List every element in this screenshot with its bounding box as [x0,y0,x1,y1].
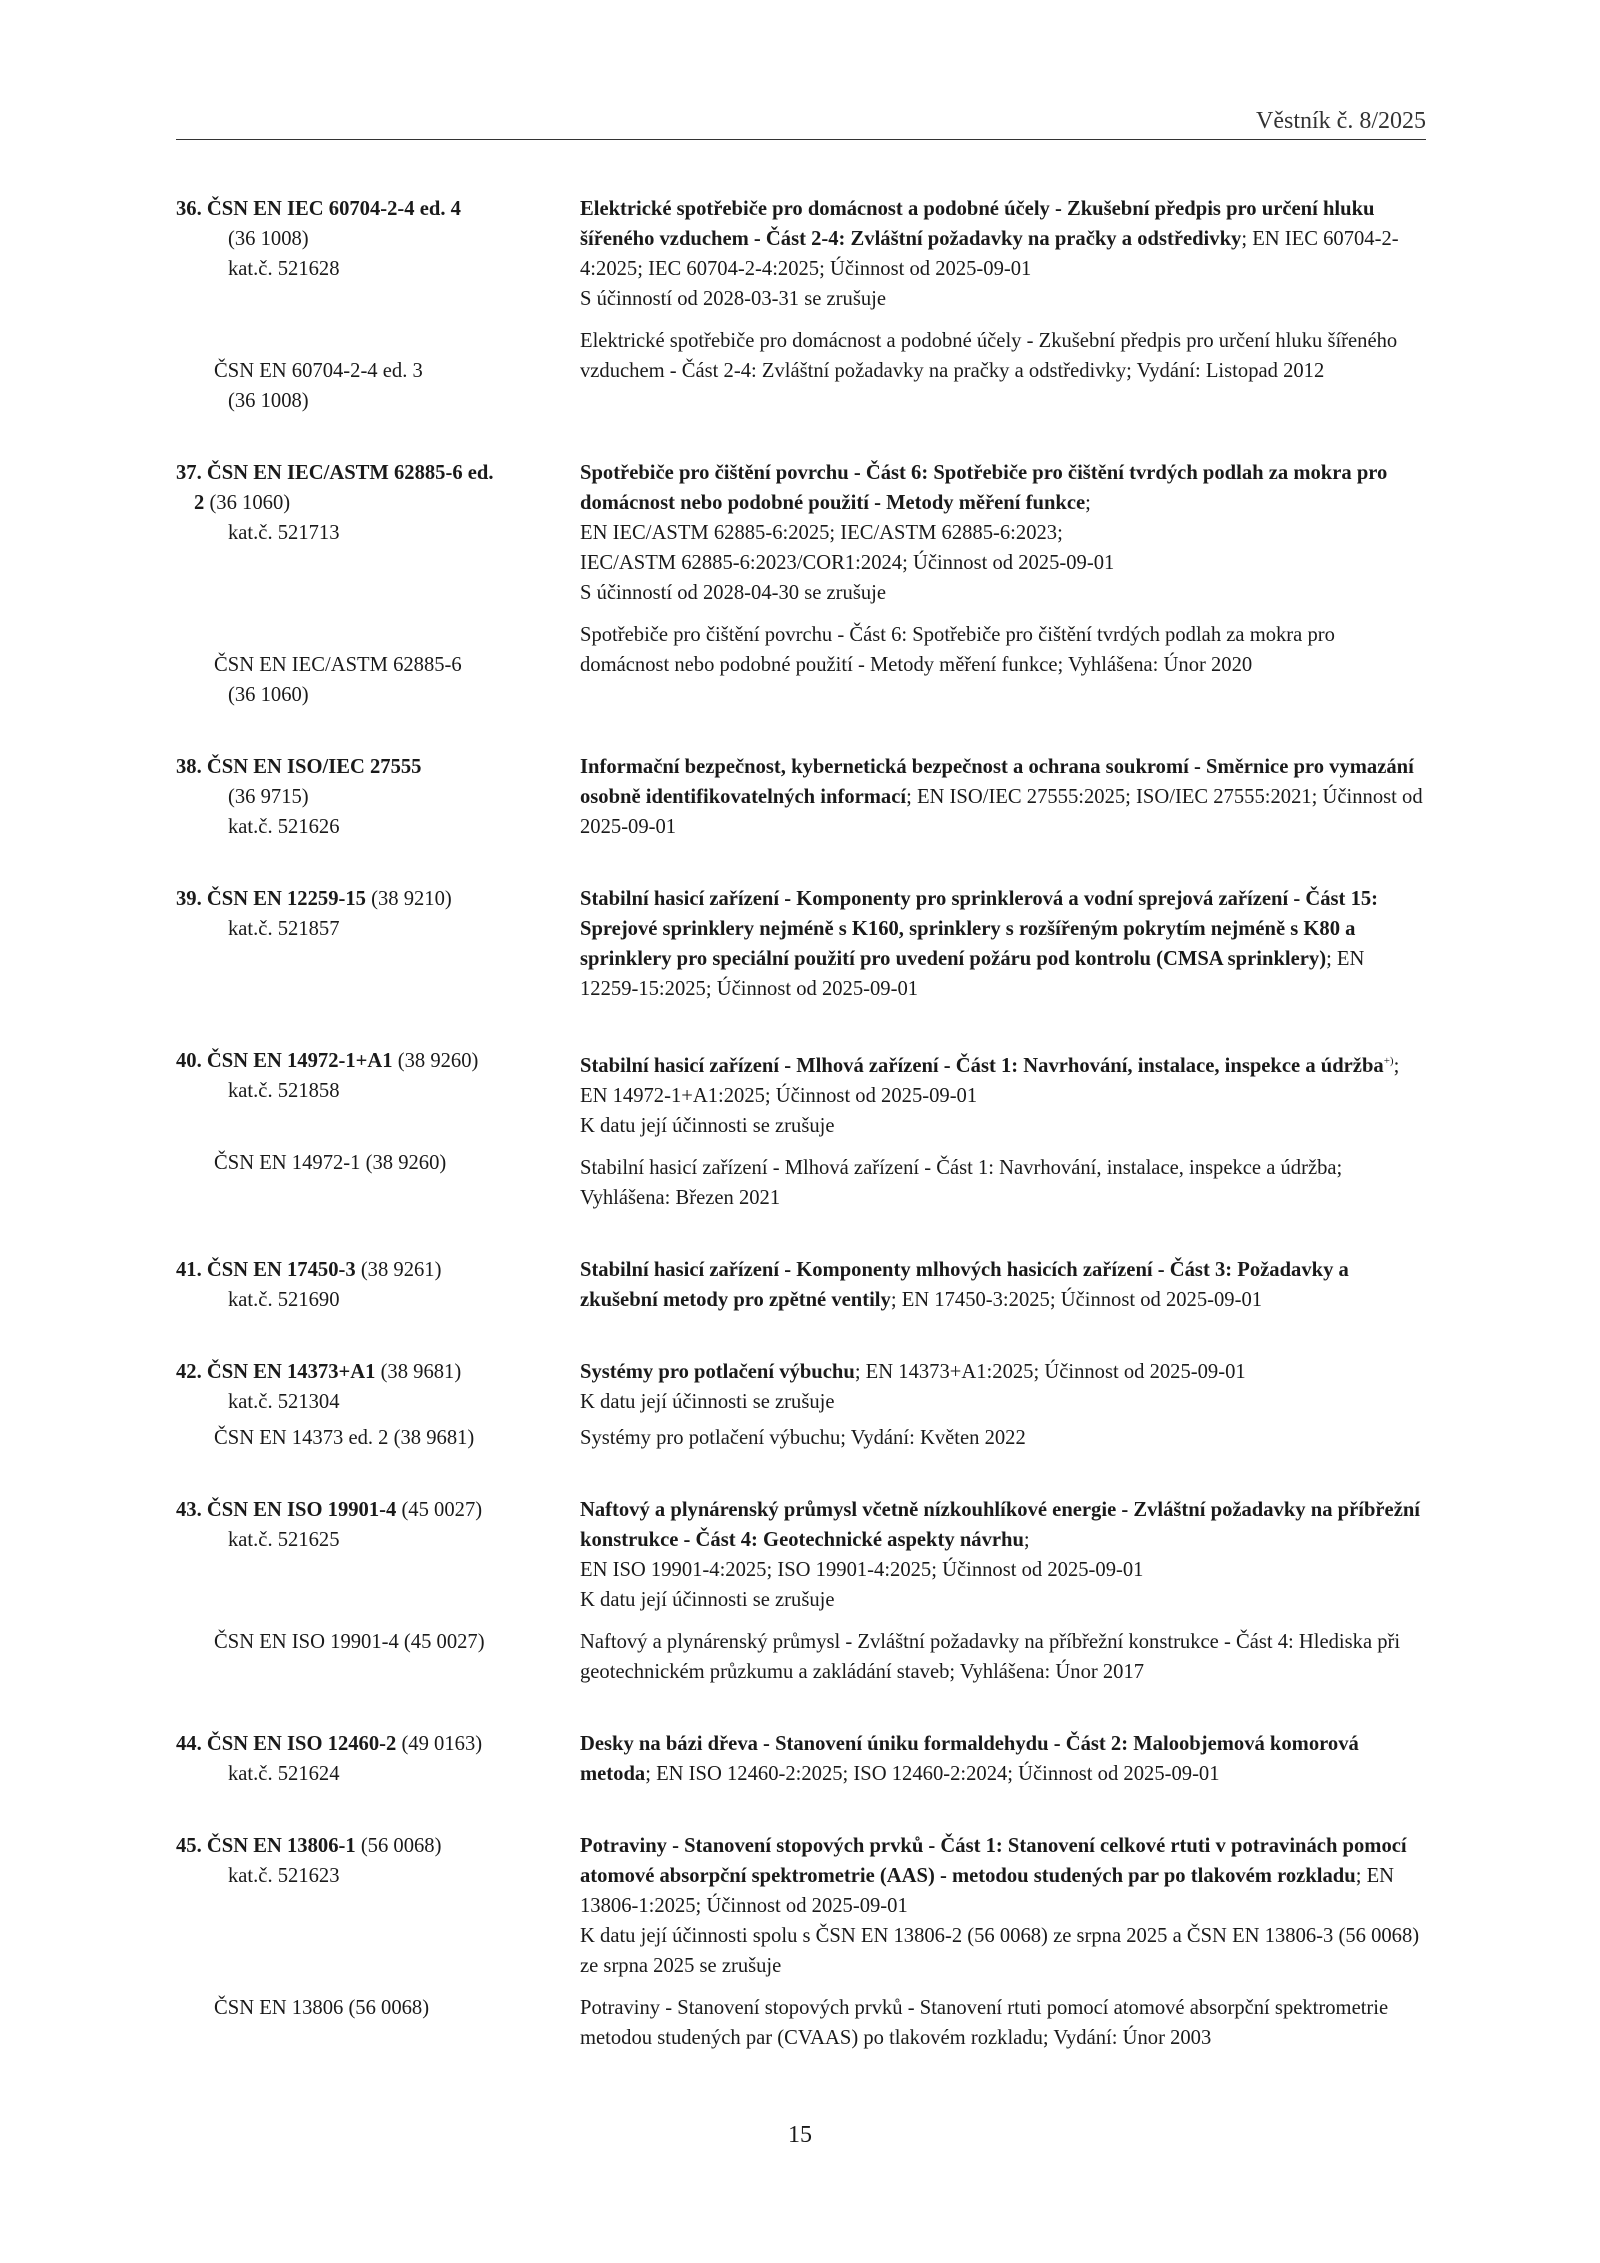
standard-references: ; EN 14972-1+A1:2025; Účinnost od 2025-09-01 [580,1054,1400,1107]
replaced-standard-code: ČSN EN 14373 ed. 2 (38 9681) [214,1426,475,1449]
replaced-standard-code: ČSN EN 13806 (56 0068) [214,1996,430,2019]
replaced-class-code: (36 1060) [228,684,309,706]
entry-right [580,1357,1426,1453]
standard-references-line: EN ISO 19901-4:2025; ISO 19901-4:2025; Účinnost od 2025-09-01 [580,1558,1144,1581]
entry-right [580,194,1426,416]
class-code: (38 9260) [397,1050,479,1072]
entry-left [176,1046,580,1213]
catalog-number: kat.č. 521624 [228,1762,340,1785]
cancellation-note: S účinností od 2028-03-31 se zrušuje [580,288,887,310]
replaced-standard-text: Elektrické spotřebiče pro domácnost a podobné účely - Zkušební předpis pro určení hluku šířeného vzduchem - Část 2-4: Zvláštní požadavky na pračky a odstředivky; Vydání: Listopad 2012 [580,330,1398,382]
entry-left [176,884,580,1004]
standard-title: Naftový a plynárenský průmysl včetně nízkouhlíkové energie - Zvláštní požadavky na příbřežní konstrukce - Část 4: Geotechnické aspekty návrhu [580,1498,1421,1551]
replaced-standard-text: Stabilní hasicí zařízení - Mlhová zařízení - Část 1: Navrhování, instalace, inspekce a údržba; Vyhlášena: Březen 2021 [580,1156,1343,1209]
standard-references: ; EN ISO 12460-2:2025; ISO 12460-2:2024; Účinnost od 2025-09-01 [645,1762,1220,1785]
standard-code: ČSN EN 14972-1+A1 [206,1050,393,1072]
standard-code: ČSN EN ISO 19901-4 [206,1498,397,1521]
catalog-number: kat.č. 521628 [228,258,340,280]
standard-entry-44 [176,1729,1426,1789]
entry-number: 45. [176,1834,202,1857]
entry-number: 38. [176,756,202,778]
class-code: (45 0027) [401,1498,483,1521]
entry-number: 39. [176,888,202,910]
entry-right [580,752,1426,842]
catalog-number: kat.č. 521690 [228,1288,340,1311]
standard-entry-37 [176,458,1426,710]
class-code: (38 9261) [360,1258,442,1281]
entry-right [580,1255,1426,1315]
standard-references-line: EN IEC/ASTM 62885-6:2025; IEC/ASTM 62885-6:2023; [580,522,1063,544]
standard-title: Desky na bázi dřeva - Stanovení úniku formaldehydu - Část 2: Maloobjemová komorová metoda [580,1732,1359,1785]
entry-left [176,458,580,710]
replaced-standard-code: ČSN EN 14972-1 (38 9260) [214,1152,447,1174]
standard-references: ; EN 14373+A1:2025; Účinnost od 2025-09-01 [854,1360,1246,1383]
entry-right [580,1046,1426,1213]
replaced-standard-code: ČSN EN ISO 19901-4 (45 0027) [214,1630,485,1653]
standard-references: ; [1023,1528,1030,1551]
class-code: (49 0163) [401,1732,483,1755]
class-code: (56 0068) [360,1834,442,1857]
standard-entry-39 [176,884,1426,1004]
catalog-number: kat.č. 521626 [228,816,340,838]
catalog-number: kat.č. 521304 [228,1390,340,1413]
standard-code: ČSN EN ISO 12460-2 [206,1732,397,1755]
replaced-class-code: (36 1008) [228,390,309,412]
standard-entry-43 [176,1495,1426,1687]
standard-title: Elektrické spotřebiče pro domácnost a podobné účely - Zkušební předpis pro určení hluku šířeného vzduchem - Část 2-4: Zvláštní požadavky na pračky a odstředivky [580,198,1375,250]
standard-entry-41 [176,1255,1426,1315]
standard-references-line: IEC/ASTM 62885-6:2023/COR1:2024; Účinnost od 2025-09-01 [580,552,1115,574]
journal-title: Věstník č. 8/2025 [1256,108,1426,134]
catalog-number: kat.č. 521857 [228,918,340,940]
entry-left [176,1729,580,1789]
standard-code: ČSN EN 17450-3 [206,1258,356,1281]
entry-left [176,1255,580,1315]
class-code: (38 9210) [371,888,452,910]
standard-references: ; EN ISO/IEC 27555:2025; ISO/IEC 27555:2021; Účinnost od 2025-09-01 [580,786,1423,838]
replaced-standard-code: ČSN EN IEC/ASTM 62885-6 [214,654,462,676]
standard-title: Spotřebiče pro čištění povrchu - Část 6: Spotřebiče pro čištění tvrdých podlah za mokra pro domácnost nebo podobné použití - Metody měření funkce [580,462,1388,514]
replaced-standard-text: Naftový a plynárenský průmysl - Zvláštní požadavky na příbřežní konstrukce - Část 4: Hlediska při geotechnickém průzkumu a zakládání staveb; Vyhlášena: Únor 2017 [580,1630,1401,1683]
replaced-standard-text: Systémy pro potlačení výbuchu; Vydání: Květen 2022 [580,1426,1026,1449]
standards-list [176,194,1426,2095]
entry-right [580,1495,1426,1687]
standard-edition: 2 [194,492,205,514]
catalog-number: kat.č. 521625 [228,1528,340,1551]
entry-number: 44. [176,1732,202,1755]
page-number: 15 [788,2122,812,2148]
standard-references: ; EN IEC 60704-2-4:2025; IEC 60704-2-4:2025; Účinnost od 2025-09-01 [580,228,1399,280]
standard-title: Stabilní hasicí zařízení - Komponenty pro sprinklerová a vodní sprejová zařízení - Část 15: Sprejové sprinklery nejméně s K160, sprinklery s rozšířeným pokrytím nejméně s K80 a sprinklery pro speciální použití pro uvedení požáru pod kontrolu (CMSA sprinklery) [580,888,1379,970]
standard-entry-45 [176,1831,1426,2053]
standard-title: Potraviny - Stanovení stopových prvků - Část 1: Stanovení celkové rtuti v potravinách pomocí atomové absorpční spektrometrie (AAS) - metodou studených par po tlakovém rozkladu [580,1834,1407,1887]
entry-number: 41. [176,1258,202,1281]
replaced-standard-text: Potraviny - Stanovení stopových prvků - Stanovení rtuti pomocí atomové absorpční spektrometrie metodou studených par (CVAAS) po tlakovém rozkladu; Vydání: Únor 2003 [580,1996,1389,2049]
replaced-standard-code: ČSN EN 60704-2-4 ed. 3 [214,360,423,382]
entry-right [580,884,1426,1004]
standard-code: ČSN EN IEC 60704-2-4 ed. 4 [206,198,461,220]
entry-left [176,1357,580,1453]
standard-title: Systémy pro potlačení výbuchu [580,1360,855,1383]
footnote-marker: +) [1383,1055,1394,1067]
standard-entry-38 [176,752,1426,842]
standard-code: ČSN EN 13806-1 [206,1834,356,1857]
entry-right [580,1729,1426,1789]
entry-number: 43. [176,1498,202,1521]
standard-references: ; EN 13806-1:2025; Účinnost od 2025-09-01 [580,1864,1395,1917]
entry-number: 36. [176,198,202,220]
entry-left [176,1495,580,1687]
cancellation-note: K datu její účinnosti se zrušuje [580,1588,835,1611]
standard-code: ČSN EN ISO/IEC 27555 [206,756,422,778]
cancellation-note: K datu její účinnosti se zrušuje [580,1390,835,1413]
standard-entry-36 [176,194,1426,416]
standard-code: ČSN EN 12259-15 [206,888,366,910]
entry-right [580,1831,1426,2053]
standard-title: Informační bezpečnost, kybernetická bezpečnost a ochrana soukromí - Směrnice pro vymazání osobně identifikovatelných informací [580,756,1414,808]
standard-code: ČSN EN IEC/ASTM 62885-6 ed. [206,462,494,484]
standard-entry-42 [176,1357,1426,1453]
standard-title: Stabilní hasicí zařízení - Komponenty mlhových hasicích zařízení - Část 3: Požadavky a zkušební metody pro zpětné ventily [580,1258,1349,1311]
standard-title: Stabilní hasicí zařízení - Mlhová zařízení - Část 1: Navrhování, instalace, inspekce a údržba [580,1054,1384,1077]
entry-number: 37. [176,462,202,484]
class-code: (38 9681) [380,1360,462,1383]
class-code: (36 9715) [228,786,309,808]
standard-references: ; [1085,492,1091,514]
entry-number: 42. [176,1360,202,1383]
class-code: (36 1008) [228,228,309,250]
cancellation-note: K datu její účinnosti spolu s ČSN EN 13806-2 (56 0068) ze srpna 2025 a ČSN EN 13806-3 (56 0068) ze srpna 2025 se zrušuje [580,1924,1420,1977]
class-code: (36 1060) [209,492,291,514]
catalog-number: kat.č. 521858 [228,1080,340,1102]
entry-right [580,458,1426,710]
entry-number: 40. [176,1050,202,1072]
catalog-number: kat.č. 521713 [228,522,340,544]
entry-left [176,194,580,416]
entry-left [176,752,580,842]
cancellation-note: K datu její účinnosti se zrušuje [580,1114,835,1137]
replaced-standard-text: Spotřebiče pro čištění povrchu - Část 6: Spotřebiče pro čištění tvrdých podlah za mokra pro domácnost nebo podobné použití - Metody měření funkce; Vyhlášena: Únor 2020 [580,624,1335,676]
entry-left [176,1831,580,2053]
standard-references: ; EN 12259-15:2025; Účinnost od 2025-09-01 [580,948,1365,1000]
standard-code: ČSN EN 14373+A1 [206,1360,376,1383]
cancellation-note: S účinností od 2028-04-30 se zrušuje [580,582,887,604]
standard-entry-40 [176,1046,1426,1213]
journal-header [176,108,1426,140]
catalog-number: kat.č. 521623 [228,1864,340,1887]
standard-references: ; EN 17450-3:2025; Účinnost od 2025-09-01 [890,1288,1263,1311]
